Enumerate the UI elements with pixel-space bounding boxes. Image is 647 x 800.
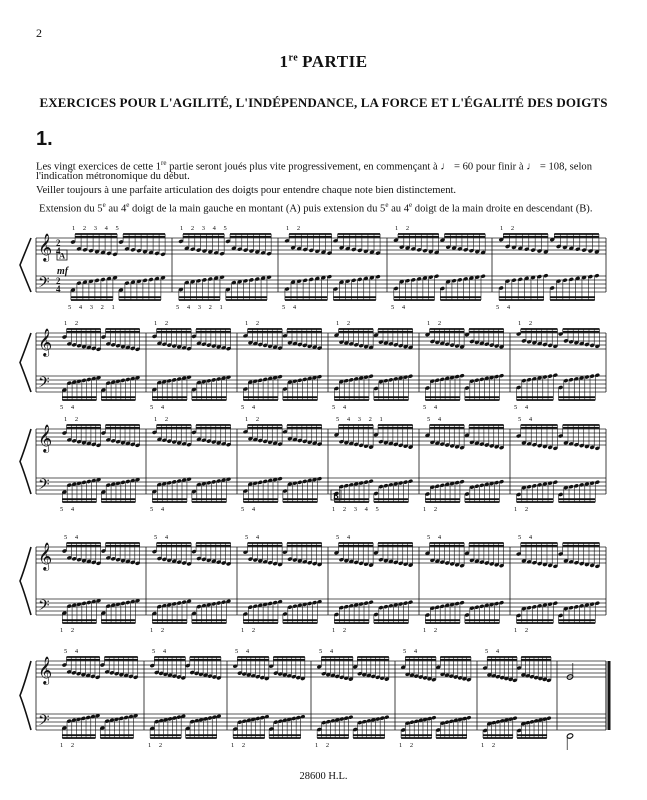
- instruction-sup: e: [126, 201, 130, 209]
- fingering-right-hand: 5 4: [518, 534, 536, 541]
- instruction-text: pour finir à: [473, 161, 527, 173]
- fingering-left-hand: 1 2: [481, 742, 499, 749]
- fingering-right-hand: 5 4: [427, 534, 445, 541]
- fingering-right-hand: 5 4: [152, 648, 170, 655]
- fingering-right-hand: 5 4: [485, 648, 503, 655]
- instruction-text: doigt de la main droite en descendant (B).: [412, 203, 593, 215]
- bass-clef-icon: 𝄢: [38, 712, 50, 732]
- fingering-left-hand: 1 2: [60, 742, 78, 749]
- fingering-left-hand: 5 4: [60, 404, 78, 411]
- instruction-sup: e: [102, 201, 106, 209]
- fingering-right-hand: 1 2: [500, 225, 518, 232]
- tempo-start: = 60: [451, 161, 474, 173]
- time-signature-denominator: 4: [56, 246, 61, 256]
- fingering-left-hand: 5 4: [332, 404, 350, 411]
- fingering-right-hand: 1 2: [395, 225, 413, 232]
- fingering-left-hand: 1 2: [332, 627, 350, 634]
- rehearsal-mark-b: B: [333, 490, 339, 501]
- section-subtitle: EXERCICES POUR L'AGILITÉ, L'INDÉPENDANCE, LA FORCE ET L'ÉGALITÉ DES DOIGTS: [39, 95, 608, 110]
- fingering-left-hand: 1 2: [399, 742, 417, 749]
- fingering-left-hand: 5 4 3 2 1: [68, 304, 118, 311]
- fingering-left-hand: 5 4: [150, 506, 168, 513]
- instruction-text: Les vingt exercices de cette 1: [36, 161, 162, 173]
- instruction-line-3: Veiller toujours à une parfaite articulation des doigts pour entendre chaque note bien distinctement.: [36, 185, 457, 196]
- page-number: 2: [36, 26, 42, 40]
- time-signature-denominator: 4: [56, 284, 61, 294]
- fingering-right-hand: 1 2: [518, 320, 536, 327]
- bass-clef-icon: 𝄢: [38, 597, 50, 617]
- instruction-text: au 4: [105, 203, 127, 215]
- brace: [20, 547, 31, 615]
- instruction-line-2: l'indication métronomique du début.: [36, 171, 190, 182]
- fingering-left-hand: 1 2: [423, 506, 441, 513]
- bass-clef-icon: 𝄢: [38, 476, 50, 496]
- fingering-right-hand: 5 4 3 2 1: [336, 416, 386, 423]
- fingering-left-hand: 1 2: [148, 742, 166, 749]
- fingering-right-hand: 1 2: [427, 320, 445, 327]
- bass-clef-icon: 𝄢: [38, 374, 50, 394]
- grand-staff-system: [20, 543, 606, 623]
- fingering-left-hand: 5 4 3 2 1: [176, 304, 226, 311]
- fingering-left-hand: 5 4: [423, 404, 441, 411]
- instruction-text: au 4: [388, 203, 410, 215]
- fingering-right-hand: 1 2: [154, 320, 172, 327]
- fingering-right-hand: 5 4: [245, 534, 263, 541]
- instruction-text: selon: [567, 161, 593, 173]
- fingering-left-hand: 5 4: [496, 304, 514, 311]
- fingering-right-hand: 5 4: [64, 648, 82, 655]
- treble-clef-icon: 𝄞: [38, 235, 53, 261]
- brace: [20, 333, 31, 392]
- footer-catalog-number: 28600 H.L.: [299, 771, 348, 782]
- tempo-end: = 108,: [537, 161, 568, 173]
- treble-clef-icon: 𝄞: [38, 426, 53, 452]
- grand-staff-system: [20, 234, 606, 300]
- fingering-right-hand: 1 2: [336, 320, 354, 327]
- fingering-left-hand: 1 2: [315, 742, 333, 749]
- instruction-text: Extension du 5: [39, 203, 103, 215]
- fingering-left-hand: 1 2: [241, 627, 259, 634]
- fingering-right-hand: 1 2: [245, 320, 263, 327]
- fingering-right-hand: 1 2: [286, 225, 304, 232]
- fingering-left-hand: 1 2: [514, 506, 532, 513]
- instruction-text: doigt de la main gauche en montant (A) puis extension du 5: [129, 203, 386, 215]
- fingering-right-hand: 1 2: [154, 416, 172, 423]
- brace: [20, 238, 31, 292]
- fingering-left-hand: 5 4: [391, 304, 409, 311]
- grand-staff-system: [20, 657, 609, 750]
- brace: [20, 661, 31, 730]
- fingering-right-hand: 5 4: [427, 416, 445, 423]
- fingering-right-hand: 1 2: [64, 320, 82, 327]
- fingering-left-hand: 5 4: [282, 304, 300, 311]
- fingering-right-hand: 5 4: [518, 416, 536, 423]
- quarter-note-icon: ♩: [526, 160, 538, 173]
- fingering-left-hand: 5 4: [241, 506, 259, 513]
- grand-staff-system: [20, 329, 606, 400]
- fingering-right-hand: 1 2 3 4 5: [72, 225, 122, 232]
- fingering-right-hand: 1 2: [245, 416, 263, 423]
- fingering-right-hand: 5 4: [64, 534, 82, 541]
- fingering-right-hand: 1 2: [64, 416, 82, 423]
- treble-clef-icon: 𝄞: [38, 330, 53, 356]
- rehearsal-mark-a: A: [59, 250, 66, 261]
- part-word: PARTIE: [302, 52, 368, 71]
- grand-staff-system: [20, 425, 606, 502]
- fingering-left-hand: 5 4: [241, 404, 259, 411]
- fingering-left-hand: 1 2: [423, 627, 441, 634]
- fingering-left-hand: 1 2: [514, 627, 532, 634]
- fingering-right-hand: 5 4: [336, 534, 354, 541]
- fingering-right-hand: 5 4: [154, 534, 172, 541]
- fingering-left-hand: 5 4: [514, 404, 532, 411]
- exercise-number: 1.: [36, 128, 53, 150]
- time-signature-numerator: 2: [56, 238, 61, 248]
- instruction-sup: e: [385, 201, 389, 209]
- fingering-left-hand: 1 2: [150, 627, 168, 634]
- fingering-left-hand: 1 2: [60, 627, 78, 634]
- treble-clef-icon: 𝄞: [38, 544, 53, 570]
- part-number-suffix: re: [288, 52, 299, 64]
- bass-clef-icon: 𝄢: [38, 274, 50, 294]
- quarter-note-icon: ♩: [440, 160, 452, 173]
- instruction-sup: e: [409, 201, 413, 209]
- fingering-left-hand: 5 4: [60, 506, 78, 513]
- fingering-left-hand: 5 4: [150, 404, 168, 411]
- time-signature-numerator: 2: [56, 276, 61, 286]
- part-number: 1: [279, 52, 289, 71]
- instruction-sup: re: [161, 159, 167, 167]
- dynamic-marking: mf: [57, 266, 69, 277]
- fingering-right-hand: 5 4: [403, 648, 421, 655]
- fingering-left-hand: 1 2: [231, 742, 249, 749]
- fingering-right-hand: 5 4: [319, 648, 337, 655]
- brace: [20, 429, 31, 494]
- instruction-text: partie seront joués plus vite progressivement, en commençant à: [166, 161, 441, 173]
- treble-clef-icon: 𝄞: [38, 658, 53, 684]
- fingering-right-hand: 5 4: [235, 648, 253, 655]
- fingering-right-hand: 1 2 3 4 5: [180, 225, 230, 232]
- fingering-left-hand: 1 2 3 4 5: [332, 506, 382, 513]
